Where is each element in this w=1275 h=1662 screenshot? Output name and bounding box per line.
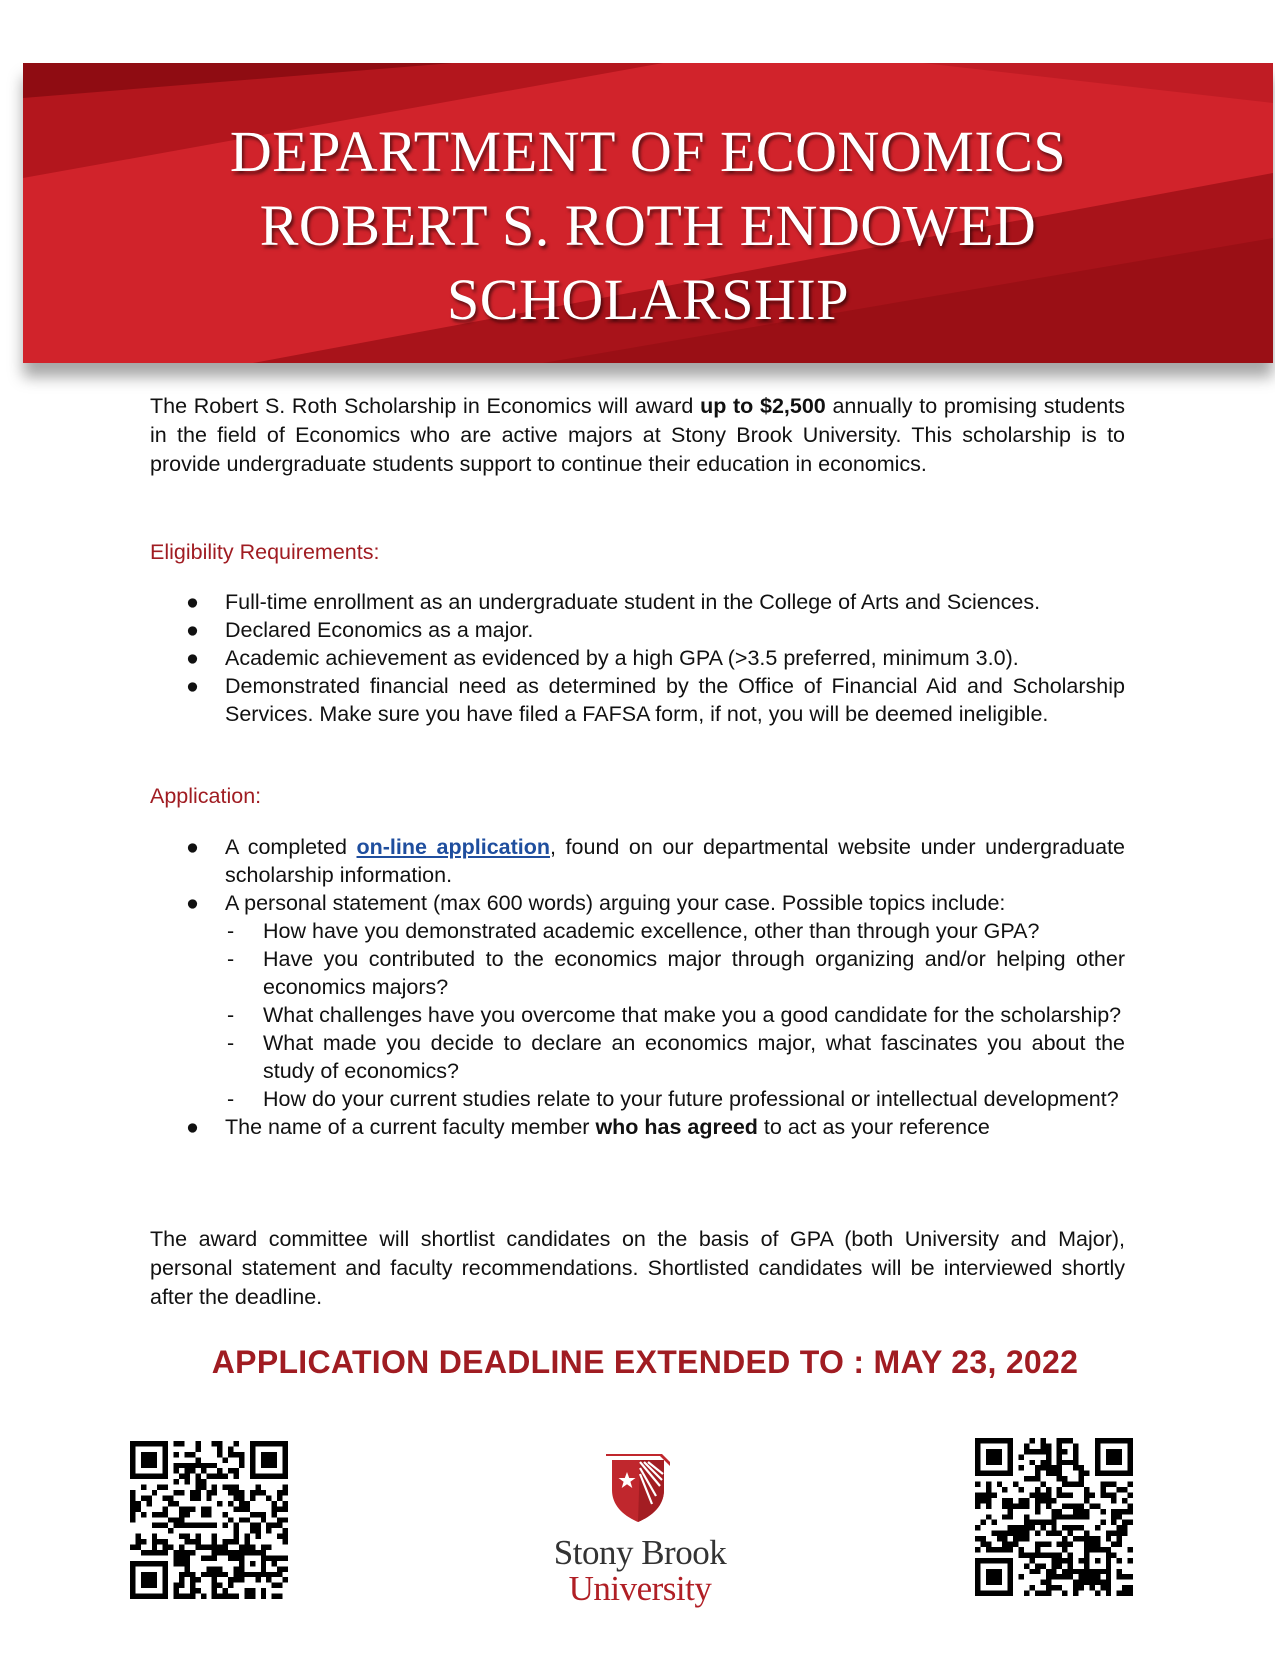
university-logo xyxy=(540,1446,740,1607)
title-line-3: SCHOLARSHIP xyxy=(447,267,849,332)
deadline-notice: APPLICATION DEADLINE EXTENDED TO : MAY 23, 2022 xyxy=(211,1344,1079,1380)
qr-code-left[interactable] xyxy=(130,1441,288,1599)
list-item: ● The name of a current faculty member who has agreed to act as your reference xyxy=(186,1115,990,1139)
title-line-1: DEPARTMENT OF ECONOMICS xyxy=(229,119,1067,184)
eligibility-heading: Eligibility Requirements: xyxy=(150,540,380,564)
bullet-icon: ● xyxy=(186,646,199,670)
eligibility-list xyxy=(182,588,1125,728)
logo-line-1: Stony Brook xyxy=(553,1533,727,1572)
list-item: ● A completed on-line application, found on our departmental website under undergraduate scholarship information. xyxy=(186,835,1126,887)
topic-item: - Have you contributed to the economics major through organizing and/or helping other economics majors? xyxy=(227,947,1125,999)
topic-item: - What made you decide to declare an economics major, what fascinates you about the study of economics? xyxy=(227,1031,1125,1083)
topic-item: - What challenges have you overcome that make you a good candidate for the scholarship? xyxy=(227,1003,1122,1027)
bullet-icon: ● xyxy=(186,1115,199,1139)
title-line-2: ROBERT S. ROTH ENDOWED xyxy=(259,193,1037,258)
list-item: ● Demonstrated financial need as determined by the Office of Financial Aid and Scholarship Services. Make sure you have filed a FAFSA form, if not, you will be deemed ineligible. xyxy=(186,674,1125,726)
list-item: ● Academic achievement as evidenced by a high GPA (>3.5 preferred, minimum 3.0). xyxy=(186,646,1019,670)
award-amount: up to $2,500 xyxy=(700,394,826,418)
title-banner xyxy=(23,63,1273,363)
intro-text-1: The Robert S. Roth Scholarship in Economics will award xyxy=(150,394,701,418)
list-item: ● Declared Economics as a major. xyxy=(186,618,534,642)
list-item: ● A personal statement (max 600 words) arguing your case. Possible topics include: - How have you demonstrated academic excellence, other than through your GPA? - Have you contributed to the economics major through organizing and/or helping other economics majors? - What challenges have you overcome that make you a good candidate for the scholarship? - What made you decide to declare an economics major, what fascinates you about the study of economics? - How do your current studies relate to your future professional or intellectual development? xyxy=(186,891,1125,1111)
bullet-icon: ● xyxy=(186,618,199,642)
topics-list xyxy=(225,917,1125,1113)
intro-text-2: annually to promising students in the field of Economics who are active majors at Stony Brook University. This scholarship is to provide undergraduate students support to continue their education in economics. xyxy=(150,394,1125,476)
application-list xyxy=(182,833,1125,1141)
bullet-icon: ● xyxy=(186,590,199,614)
qr-code-right[interactable] xyxy=(975,1438,1133,1596)
intro-paragraph xyxy=(150,392,1125,479)
shield-star-icon xyxy=(600,1446,680,1526)
online-application-link[interactable]: on-line application xyxy=(356,835,551,859)
application-heading: Application: xyxy=(150,784,262,808)
bullet-icon: ● xyxy=(186,891,199,915)
bullet-icon: ● xyxy=(186,835,199,859)
topic-item: - How have you demonstrated academic excellence, other than through your GPA? xyxy=(227,919,1040,943)
topic-item: - How do your current studies relate to your future professional or intellectual development? xyxy=(227,1087,1119,1111)
bullet-icon: ● xyxy=(186,674,199,698)
selection-paragraph: The award committee will shortlist candidates on the basis of GPA (both University and Major), personal statement and faculty recommendations. Shortlisted candidates will be interviewed shortly after the deadline. xyxy=(150,1227,1125,1309)
list-item: ● Full-time enrollment as an undergraduate student in the College of Arts and Sciences. xyxy=(186,590,1041,614)
logo-line-2: University xyxy=(568,1569,712,1608)
page-title xyxy=(23,115,1273,337)
